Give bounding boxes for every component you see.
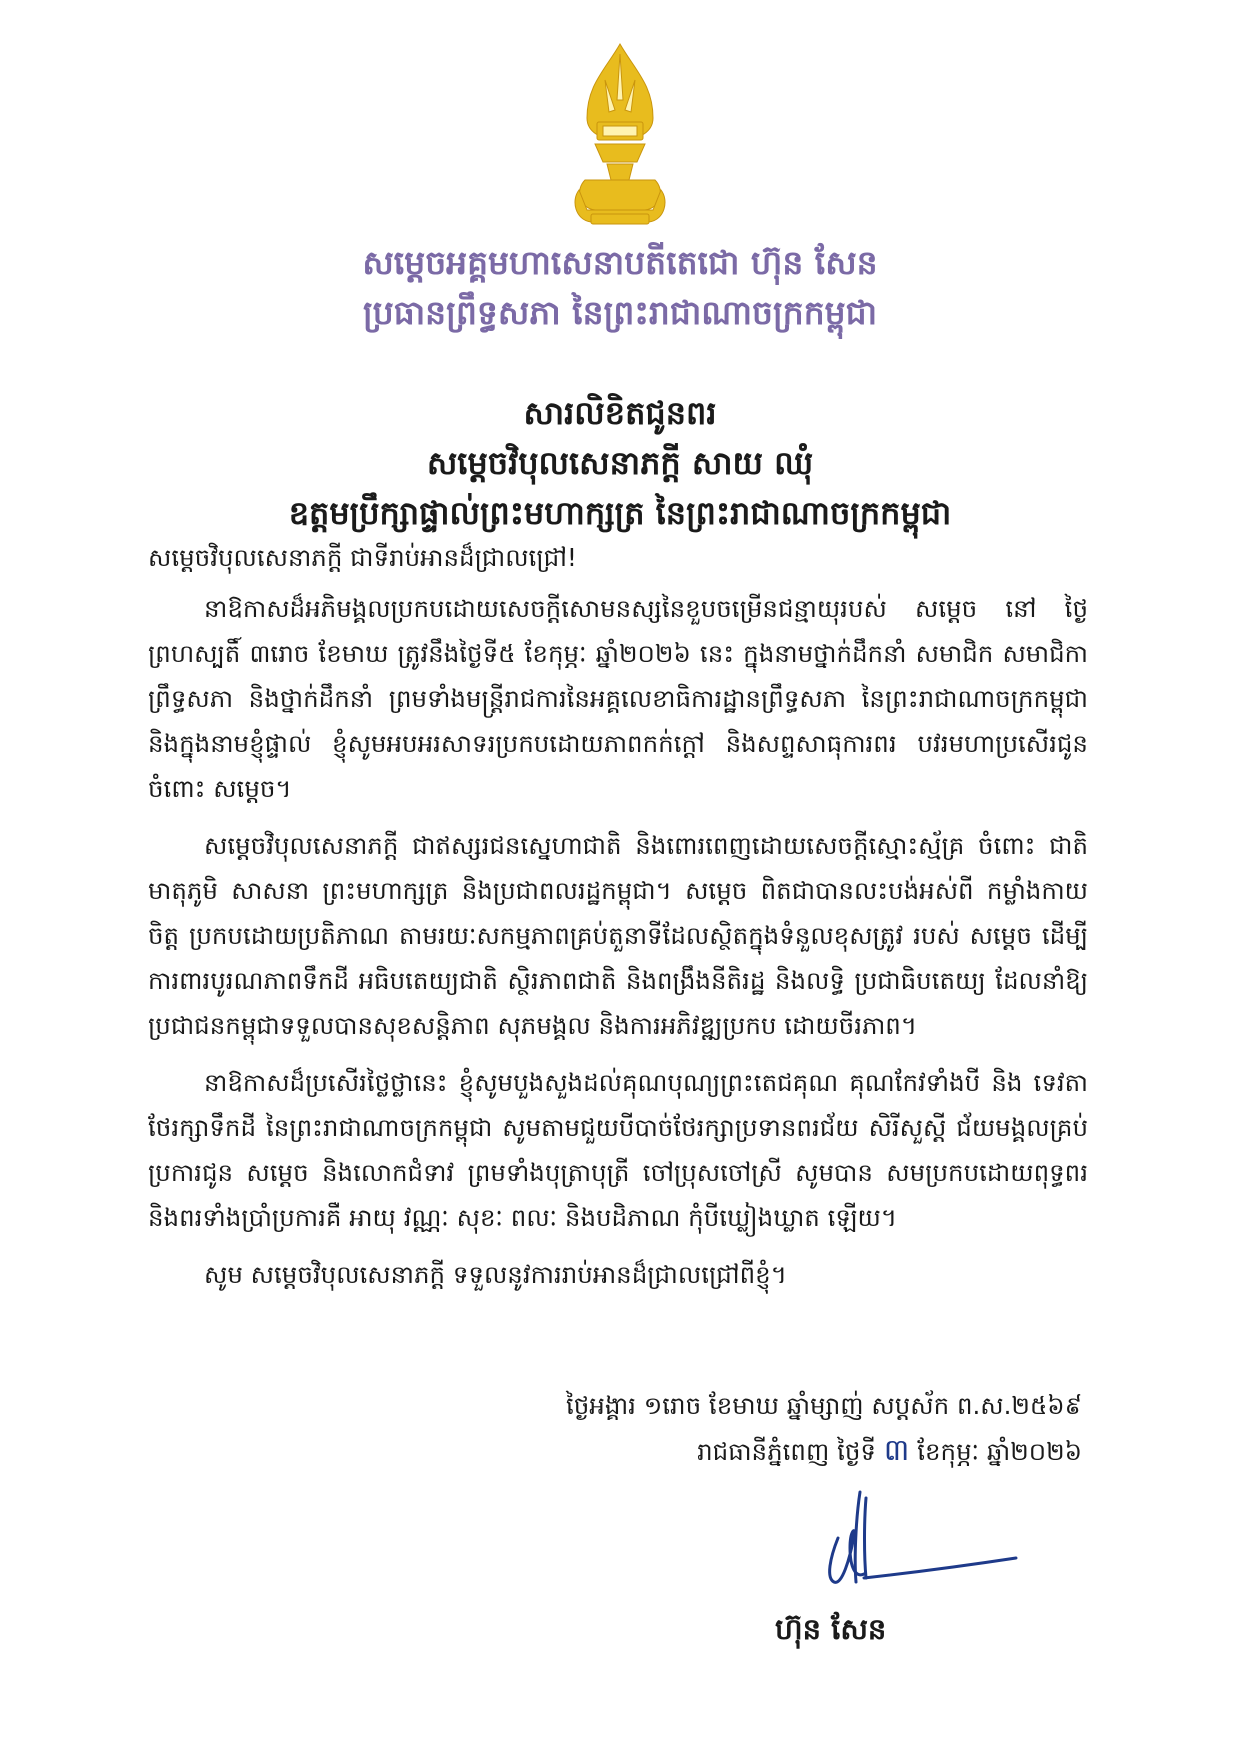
lunar-date: ថ្ងៃអង្គារ ១រោច ខែមាឃ ឆ្នាំម្សាញ់ សប្តស័ក ព.ស.២៥៦៩ bbox=[565, 1391, 1082, 1420]
date-day: ៣ bbox=[883, 1433, 910, 1468]
date-block bbox=[382, 1383, 1082, 1474]
letter-body bbox=[148, 535, 1088, 1297]
paragraph-2: សម្តេចវិបុលសេនាភក្តី ជាឥស្សរជនស្នេហាជាតិ និងពោរពេញដោយសេចក្តីស្មោះស្ម័គ្រ ចំពោះ ជាតិមាតុភូមិ សាសនា ព្រះមហាក្សត្រ និងប្រជាពលរដ្ឋកម្ពុជា។ សម្តេច ពិតជាបានលះបង់អស់ពី កម្លាំងកាយ ចិត្ត ប្រកបដោយប្រតិភាណ តាមរយៈសកម្មភាពគ្រប់តួនាទីដែលស្ថិតក្នុងទំនួលខុសត្រូវ របស់ សម្តេច ដើម្បីការពារបូរណភាពទឹកដី អធិបតេយ្យជាតិ ស្ថិរភាពជាតិ និងពង្រឹងនីតិរដ្ឋ និងលទ្ធិ ប្រជាធិបតេយ្យ ដែលនាំឱ្យប្រជាជនកម្ពុជាទទួលបានសុខសន្តិភាព សុភមង្គល និងការអភិវឌ្ឍប្រកប ដោយចីរភាព។ bbox=[148, 831, 1088, 1040]
paragraph-3: នាឱកាសដ៏ប្រសើរថ្លៃថ្លានេះ ខ្ញុំសូមបួងសួងដល់គុណបុណ្យព្រះតេជគុណ គុណកែវទាំងបី និង ទេវតាថែរក្សាទឹកដី នៃព្រះរាជាណាចក្រកម្ពុជា សូមតាមជួយបីបាច់ថែរក្សាប្រទានពរជ័យ សិរីសួស្តី ជ័យមង្គលគ្រប់ប្រការជូន សម្តេច និងលោកជំទាវ ព្រមទាំងបុត្រាបុត្រី ចៅប្រុសចៅស្រី សូមបាន សមប្រកបដោយពុទ្ធពរ និងពរទាំងប្រាំប្រការគឺ អាយុ វណ្ណៈ សុខៈ ពលៈ និងបដិភាណ កុំបីឃ្លៀងឃ្លាត ឡើយ។ bbox=[148, 1068, 1088, 1232]
letter-title bbox=[0, 388, 1240, 538]
handwritten-signature bbox=[820, 1478, 1020, 1598]
title-line-1: សារលិខិតជូនពរ bbox=[523, 394, 717, 432]
title-line-3: ឧត្តមប្រឹក្សាផ្ទាល់ព្រះមហាក្សត្រ នៃព្រះរាជាណាចក្រកម្ពុជា bbox=[288, 494, 952, 532]
salutation: សម្តេចវិបុលសេនាភក្តី ជាទីរាប់អានដ៏ជ្រាលជ្រៅ! bbox=[148, 543, 577, 572]
closing-line: សូម សម្តេចវិបុលសេនាភក្តី ទទួលនូវការរាប់អានដ៏ជ្រាលជ្រៅពីខ្ញុំ។ bbox=[204, 1260, 787, 1289]
solar-date bbox=[382, 1428, 1082, 1474]
sender-title: សម្តេចអគ្គមហាសេនាបតីតេជោ ហ៊ុន សែន bbox=[362, 243, 878, 282]
sender-header bbox=[0, 238, 1240, 338]
paragraph-1: នាឱកាសដ៏អភិមង្គលប្រកបដោយសេចក្តីសោមនស្សនៃខួបចម្រើនជន្មាយុរបស់ សម្តេច នៅ ថ្ងៃព្រហស្បតិ៍ ៣រោច ខែមាឃ ត្រូវនឹងថ្ងៃទី៥ ខែកុម្ភៈ ឆ្នាំ២០២៦ នេះ ក្នុងនាមថ្នាក់ដឹកនាំ សមាជិក សមាជិកាព្រឹទ្ធសភា និងថ្នាក់ដឹកនាំ ព្រមទាំងមន្ត្រីរាជការនៃអគ្គលេខាធិការដ្ឋានព្រឹទ្ធសភា នៃព្រះរាជាណាចក្រកម្ពុជា និងក្នុងនាមខ្ញុំផ្ទាល់ ខ្ញុំសូមអបអរសាទរប្រកបដោយភាពកក់ក្តៅ និងសព្ទសាធុការពរ បវរមហាប្រសើរជូនចំពោះ សម្តេច។ bbox=[148, 594, 1088, 803]
date-month-year: ខែកុម្ភៈ ឆ្នាំ២០២៦ bbox=[917, 1437, 1082, 1466]
signer-name: ហ៊ុន សែន bbox=[775, 1612, 887, 1646]
senate-emblem-icon bbox=[565, 40, 675, 230]
date-place-prefix: រាជធានីភ្នំពេញ ថ្ងៃទី bbox=[697, 1437, 876, 1466]
sender-position: ប្រធានព្រឹទ្ធសភា នៃព្រះរាជាណាចក្រកម្ពុជា bbox=[362, 293, 878, 332]
title-line-2: សម្តេចវិបុលសេនាភក្តី សាយ ឈុំ bbox=[426, 444, 814, 482]
